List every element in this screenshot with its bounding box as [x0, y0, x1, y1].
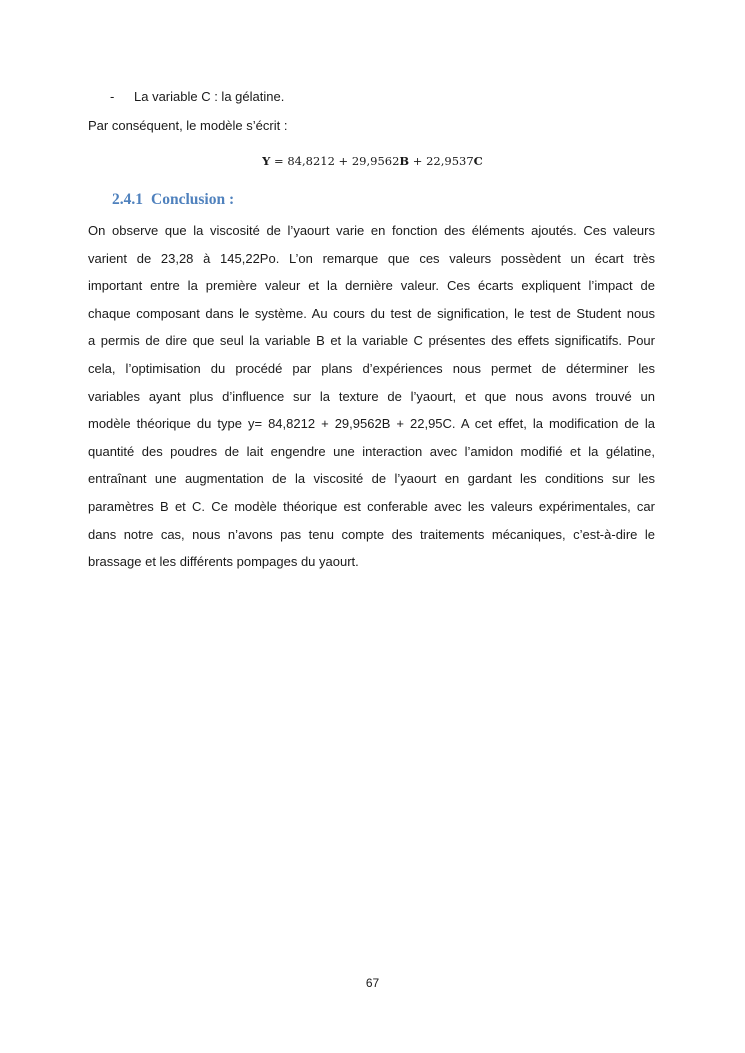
section-title: Conclusion : [151, 191, 235, 208]
paragraph-line: paramètres B et C. Ce modèle théorique est conferable avec les valeurs expérimentales, car [88, 498, 655, 514]
equation-var-b: B [399, 154, 410, 168]
conclusion-paragraph [88, 217, 655, 576]
section-heading [112, 190, 234, 210]
paragraph-line: quantité des poudres de lait engendre une interaction avec l’amidon modifié et la gélatine, [88, 443, 655, 459]
paragraph-line: modèle théorique du type y= 84,8212 + 29,9562B + 22,95C. A cet effet, la modification de la [88, 416, 655, 432]
equation-term-1: = 84,8212 + 29,9562 [270, 154, 400, 168]
bullet-dash: - [110, 89, 115, 104]
paragraph-line: important entre la première valeur et la dernière valeur. Ces écarts expliquent l’impact de [88, 278, 655, 294]
model-equation [0, 153, 745, 169]
intro-sentence: Par conséquent, le modèle s’écrit : [88, 118, 288, 133]
paragraph-line: brassage et les différents pompages du yaourt. [88, 554, 359, 570]
paragraph-line: entraînant une augmentation de la viscosité de l’yaourt en gardant les conditions sur les [88, 471, 655, 487]
bullet-item [110, 88, 284, 106]
paragraph-line: a permis de dire que seul la variable B et la variable C présentes des effets significatifs. Pour [88, 333, 655, 349]
equation-var-c: C [473, 154, 483, 168]
paragraph-line: chaque composant dans le système. Au cours du test de signification, le test de Student nous [88, 305, 655, 321]
bullet-text: La variable C : la gélatine. [134, 89, 285, 104]
paragraph-line: On observe que la viscosité de l’yaourt varie en fonction des éléments ajoutés. Ces valeurs [88, 223, 655, 238]
page-number: 67 [365, 976, 380, 990]
paragraph-line: variables ayant plus d’influence sur la texture de l’yaourt, et que nous avons trouvé un [88, 388, 655, 404]
paragraph-line: cela, l’optimisation du procédé par plans d’expériences nous permet de déterminer les [88, 360, 655, 376]
paragraph-line: dans notre cas, nous n’avons pas tenu compte des traitements mécaniques, c’est-à-dire le [88, 526, 655, 542]
section-number: 2.4.1 [112, 191, 143, 208]
equation-lhs: Y [262, 154, 271, 168]
equation-term-2: + 22,9537 [409, 154, 474, 168]
paragraph-line: varient de 23,28 à 145,22Po. L’on remarque que ces valeurs possèdent un écart très [88, 250, 655, 266]
